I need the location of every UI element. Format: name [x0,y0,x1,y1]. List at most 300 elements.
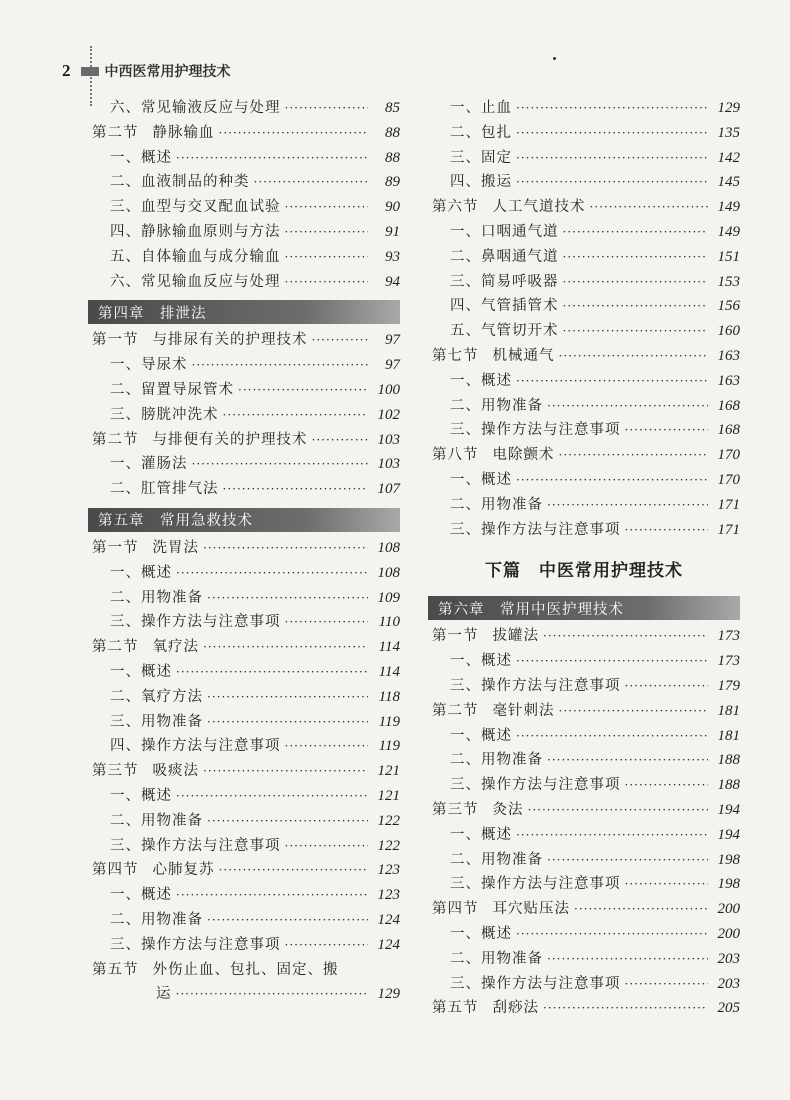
dot-leader [203,764,368,778]
toc-subsection-entry[interactable] [88,452,400,477]
dot-leader [625,679,709,693]
dot-leader [516,927,708,941]
toc-subsection-entry[interactable] [88,378,400,403]
page-ref: 160 [717,323,740,340]
entry-title [450,972,621,993]
entry-title [450,724,512,745]
dot-leader [192,457,369,471]
section-title: 电除颤术 [492,447,555,464]
section-number: 第一节 [92,332,139,349]
subsection-title: 二、用物准备 [450,950,543,967]
page-ref: 97 [385,332,400,349]
subsection-title: 运 [156,986,172,1003]
page-ref: 156 [717,298,740,315]
subsection-title: 四、静脉输血原则与方法 [110,223,281,240]
print-speck [553,57,556,60]
toc-subsection-entry[interactable] [88,883,400,908]
entry-title [110,834,281,855]
section-title: 外伤止血、包扎、固定、搬 [152,961,339,978]
toc-section-entry[interactable] [88,635,400,660]
entry-title [432,443,555,464]
dot-leader [563,324,709,338]
subsection-title: 一、概述 [450,925,512,942]
toc-subsection-entry[interactable] [88,96,400,121]
entry-title [110,784,172,805]
book-title: 中西医常用护理技术 [104,64,231,80]
toc-subsection-entry[interactable] [428,773,740,798]
subsection-title: 四、搬运 [450,174,512,191]
page-ref: 171 [717,496,740,513]
entry-title [110,586,203,607]
toc-section-entry[interactable] [428,897,740,922]
toc-subsection-entry[interactable] [428,319,740,344]
dot-leader [176,566,368,580]
dot-leader [625,778,709,792]
entry-title [110,452,188,473]
dot-leader [516,473,708,487]
subsection-title: 一、概述 [450,471,512,488]
toc-subsection-entry[interactable] [88,477,400,502]
subsection-title: 一、口咽通气道 [450,223,559,240]
section-title: 拔罐法 [492,628,539,645]
toc-subsection-entry[interactable] [428,972,740,997]
entry-title [110,809,203,830]
toc-subsection-entry[interactable] [428,823,740,848]
entry-title [92,121,215,142]
dot-leader [207,715,368,729]
subsection-title: 一、概述 [450,727,512,744]
page-ref: 200 [717,925,740,942]
toc-subsection-entry[interactable] [428,270,740,295]
entry-title [110,477,219,498]
subsection-title: 三、固定 [450,149,512,166]
entry-title [432,195,586,216]
subsection-title: 一、概述 [110,663,172,680]
toc-section-entry[interactable] [428,996,740,1021]
subsection-title: 四、气管插管术 [450,298,559,315]
subsection-title: 三、操作方法与注意事项 [450,422,621,439]
entry-title [432,699,555,720]
toc-subsection-entry[interactable] [88,170,400,195]
toc-section-entry[interactable] [428,344,740,369]
page-ref: 149 [717,223,740,240]
toc-subsection-entry[interactable] [428,220,740,245]
toc-section-entry[interactable] [428,195,740,220]
page-ref: 171 [717,521,740,538]
dot-leader [625,423,709,437]
page-ref: 198 [717,851,740,868]
page-ref: 100 [377,381,400,398]
toc-subsection-entry[interactable] [428,245,740,270]
page-ref: 153 [717,273,740,290]
dot-leader [563,275,709,289]
subsection-title: 二、留置导尿管术 [110,381,234,398]
dot-leader [285,250,369,264]
entry-title [110,734,281,755]
page-ref: 85 [385,100,400,116]
dot-leader [285,739,369,753]
dot-leader [516,654,708,668]
toc-subsection-entry[interactable] [428,493,740,518]
page-ref: 118 [378,688,400,705]
section-title: 与排尿有关的护理技术 [152,332,308,349]
page-ref: 163 [717,347,740,364]
dot-leader [559,704,709,718]
toc-section-entry[interactable] [88,121,400,146]
page-ref: 122 [377,837,400,854]
dot-leader [285,615,369,629]
dot-leader [547,498,708,512]
toc-section-entry[interactable] [88,328,400,353]
entry-title [450,418,621,439]
page-ref: 170 [717,471,740,488]
dot-leader [176,987,369,1001]
subsection-title: 二、氧疗方法 [110,688,203,705]
dot-leader [285,938,369,952]
toc-section-entry[interactable] [428,443,740,468]
toc-subsection-entry[interactable] [428,121,740,146]
dot-leader [219,863,369,877]
toc-subsection-entry[interactable] [428,294,740,319]
entry-title [432,897,570,918]
subsection-title: 三、膀胱冲洗术 [110,406,219,423]
toc-subsection-entry[interactable] [428,649,740,674]
toc-subsection-entry[interactable] [88,561,400,586]
entry-title [450,146,512,167]
entry-title [110,908,203,929]
toc-subsection-entry[interactable] [428,848,740,873]
section-title: 洗胃法 [152,539,199,556]
entry-title [110,933,281,954]
dot-leader [543,1001,708,1015]
page-ref: 129 [377,986,400,1003]
toc-subsection-entry[interactable] [88,353,400,378]
dot-leader [559,349,709,363]
toc-subsection-entry[interactable] [88,146,400,171]
dot-leader [516,175,708,189]
dot-leader [559,448,709,462]
dot-leader [516,126,708,140]
toc-subsection-entry[interactable] [428,170,740,195]
dot-leader [285,275,369,289]
toc-subsection-entry[interactable] [428,922,740,947]
section-number: 第四节 [92,862,139,879]
toc-subsection-entry[interactable] [428,518,740,543]
toc-section-entry[interactable] [88,536,400,561]
toc-subsection-entry[interactable] [88,834,400,859]
dot-leader [285,839,369,853]
page-ref: 200 [717,901,740,918]
dot-leader [203,541,368,555]
toc-subsection-entry[interactable] [88,195,400,220]
subsection-title: 三、简易呼吸器 [450,273,559,290]
entry-title [450,468,512,489]
entry-title [450,493,543,514]
toc-continuation-entry[interactable] [88,982,400,1007]
page-ref: 142 [717,149,740,166]
entry-title [92,759,199,780]
entry-title [92,858,215,879]
page-ref: 103 [377,431,400,448]
entry-title [88,982,172,1003]
dot-leader [563,225,709,239]
toc-subsection-entry[interactable] [88,710,400,735]
page-ref: 203 [717,975,740,992]
toc-section-entry[interactable] [88,858,400,883]
toc-subsection-entry[interactable] [428,724,740,749]
dot-leader [192,358,369,372]
section-title: 毫针刺法 [492,702,555,719]
entry-title [110,96,281,117]
page-ref: 203 [717,950,740,967]
toc-subsection-entry[interactable] [428,418,740,443]
entry-title [450,872,621,893]
dot-leader [547,753,708,767]
dot-leader [547,399,708,413]
page-ref: 107 [377,481,400,498]
subsection-title: 三、用物准备 [110,713,203,730]
entry-title [110,353,188,374]
dot-leader [543,629,708,643]
dot-leader [625,977,709,991]
section-title: 静脉输血 [152,124,215,141]
toc-section-entry[interactable] [428,798,740,823]
entry-title [450,96,512,117]
dot-leader [516,828,708,842]
toc-subsection-entry[interactable] [88,784,400,809]
dot-leader [176,665,368,679]
section-title: 心肺复苏 [152,862,215,879]
dot-leader [516,151,708,165]
dot-leader [207,814,368,828]
page-ref: 170 [717,447,740,464]
page-ref: 188 [717,752,740,769]
page-ref: 151 [717,248,740,265]
page-ref: 198 [717,876,740,893]
page-ref: 119 [378,738,400,755]
page-number: 2 [62,61,71,80]
entry-title [450,319,559,340]
page-ref: 97 [385,357,400,374]
subsection-title: 三、操作方法与注意事项 [450,876,621,893]
entry-title [450,170,512,191]
entry-title [110,660,172,681]
page-ref: 149 [717,199,740,216]
subsection-title: 三、操作方法与注意事项 [450,677,621,694]
toc-section-entry[interactable] [88,958,400,983]
section-number: 第五节 [92,961,139,978]
toc-section-entry[interactable] [428,624,740,649]
dot-leader [516,374,708,388]
subsection-title: 三、操作方法与注意事项 [110,614,281,631]
subsection-title: 二、用物准备 [110,589,203,606]
subsection-title: 五、气管切开术 [450,323,559,340]
entry-title [110,170,250,191]
page-ref: 129 [717,100,740,116]
toc-subsection-entry[interactable] [428,872,740,897]
toc-subsection-entry[interactable] [88,734,400,759]
section-title: 刮痧法 [492,1000,539,1017]
section-number: 第四节 [432,901,479,918]
subsection-title: 二、用物准备 [110,812,203,829]
page-ref: 91 [385,223,400,240]
dot-leader [207,591,368,605]
page-ref: 135 [717,124,740,141]
toc-subsection-entry[interactable] [88,685,400,710]
dot-leader [223,408,369,422]
toc-subsection-entry[interactable] [428,748,740,773]
toc-section-entry[interactable] [88,428,400,453]
toc-section-entry[interactable] [428,699,740,724]
subsection-title: 一、概述 [110,787,172,804]
toc-subsection-entry[interactable] [428,947,740,972]
section-number: 第五节 [432,1000,479,1017]
entry-title [92,958,339,979]
dot-leader [219,126,369,140]
section-number: 第三节 [432,801,479,818]
toc-subsection-entry[interactable] [88,933,400,958]
dot-leader [563,250,709,264]
subsection-title: 二、血液制品的种类 [110,174,250,191]
subsection-title: 三、操作方法与注意事项 [110,936,281,953]
page-ref: 163 [717,372,740,389]
toc-column-right [428,96,740,1021]
toc-subsection-entry[interactable] [88,270,400,295]
toc-subsection-entry[interactable] [428,146,740,171]
entry-title [450,220,559,241]
entry-title [92,428,308,449]
subsection-title: 一、概述 [450,653,512,670]
dot-leader [528,803,709,817]
page-ref: 123 [377,887,400,904]
entry-title [432,798,524,819]
section-number: 第三节 [92,763,139,780]
dot-leader [238,383,368,397]
page-ref: 173 [717,653,740,670]
page-ref: 168 [717,397,740,414]
entry-title [92,536,199,557]
toc-section-entry[interactable] [88,759,400,784]
section-number: 第七节 [432,347,479,364]
entry-title [110,146,172,167]
entry-title [110,195,281,216]
subsection-title: 一、概述 [110,887,172,904]
entry-title [110,610,281,631]
toc-subsection-entry[interactable] [428,369,740,394]
page-ref: 188 [717,777,740,794]
entry-title [450,245,559,266]
toc-subsection-entry[interactable] [88,660,400,685]
section-number: 第八节 [432,447,479,464]
entry-title [110,245,281,266]
subsection-title: 二、包扎 [450,124,512,141]
entry-title [110,378,234,399]
page-ref: 89 [385,174,400,191]
dot-leader [176,888,368,902]
dot-leader [516,101,708,115]
dot-leader [207,690,368,704]
subsection-title: 一、导尿术 [110,357,188,374]
entry-title [432,344,555,365]
entry-title [450,121,512,142]
toc-subsection-entry[interactable] [428,96,740,121]
dot-leader [547,952,708,966]
entry-title [92,635,199,656]
dot-leader [563,299,709,313]
chapter-heading: 第五章 常用急救技术 [88,508,400,532]
page-ref: 108 [377,564,400,581]
toc-subsection-entry[interactable] [88,586,400,611]
subsection-title: 二、鼻咽通气道 [450,248,559,265]
page-ref: 168 [717,422,740,439]
page-ref: 123 [377,862,400,879]
section-number: 第二节 [432,702,479,719]
toc-subsection-entry[interactable] [428,394,740,419]
subsection-title: 二、用物准备 [450,851,543,868]
subsection-title: 六、常见输液反应与处理 [110,100,281,116]
page-ref: 119 [378,713,400,730]
page-ref: 124 [377,911,400,928]
subsection-title: 一、概述 [110,564,172,581]
toc-subsection-entry[interactable] [88,220,400,245]
chapter-heading: 第四章 排泄法 [88,300,400,324]
entry-title [432,996,539,1017]
toc-subsection-entry[interactable] [428,674,740,699]
subsection-title: 三、操作方法与注意事项 [110,837,281,854]
dot-leader [176,789,368,803]
entry-title [450,674,621,695]
entry-title [450,922,512,943]
toc-subsection-entry[interactable] [88,809,400,834]
entry-title [110,403,219,424]
entry-title [450,518,621,539]
subsection-title: 二、用物准备 [450,496,543,513]
subsection-title: 二、用物准备 [450,752,543,769]
page-ref: 181 [717,727,740,744]
page-ref: 110 [378,614,400,631]
page-ref: 205 [717,1000,740,1017]
subsection-title: 二、用物准备 [110,911,203,928]
page-ref: 114 [378,639,400,656]
entry-title [110,561,172,582]
subsection-title: 三、操作方法与注意事项 [450,777,621,794]
entry-title [450,270,559,291]
page-ref: 114 [378,663,400,680]
subsection-title: 一、止血 [450,100,512,116]
page-ref: 173 [717,628,740,645]
page-ref: 88 [385,149,400,166]
toc-subsection-entry[interactable] [88,403,400,428]
toc-subsection-entry[interactable] [428,468,740,493]
dot-leader [312,333,369,347]
dot-leader [254,175,369,189]
toc-subsection-entry[interactable] [88,610,400,635]
section-title: 人工气道技术 [492,199,586,216]
entry-title [450,848,543,869]
entry-title [450,748,543,769]
section-title: 吸痰法 [152,763,199,780]
page-ref: 90 [385,199,400,216]
subsection-title: 二、肛管排气法 [110,481,219,498]
toc-subsection-entry[interactable] [88,245,400,270]
section-title: 与排便有关的护理技术 [152,431,308,448]
dot-leader [590,200,709,214]
page-ref: 145 [717,174,740,191]
toc-subsection-entry[interactable] [88,908,400,933]
dot-leader [574,902,708,916]
entry-title [110,685,203,706]
subsection-title: 六、常见输血反应与处理 [110,273,281,290]
